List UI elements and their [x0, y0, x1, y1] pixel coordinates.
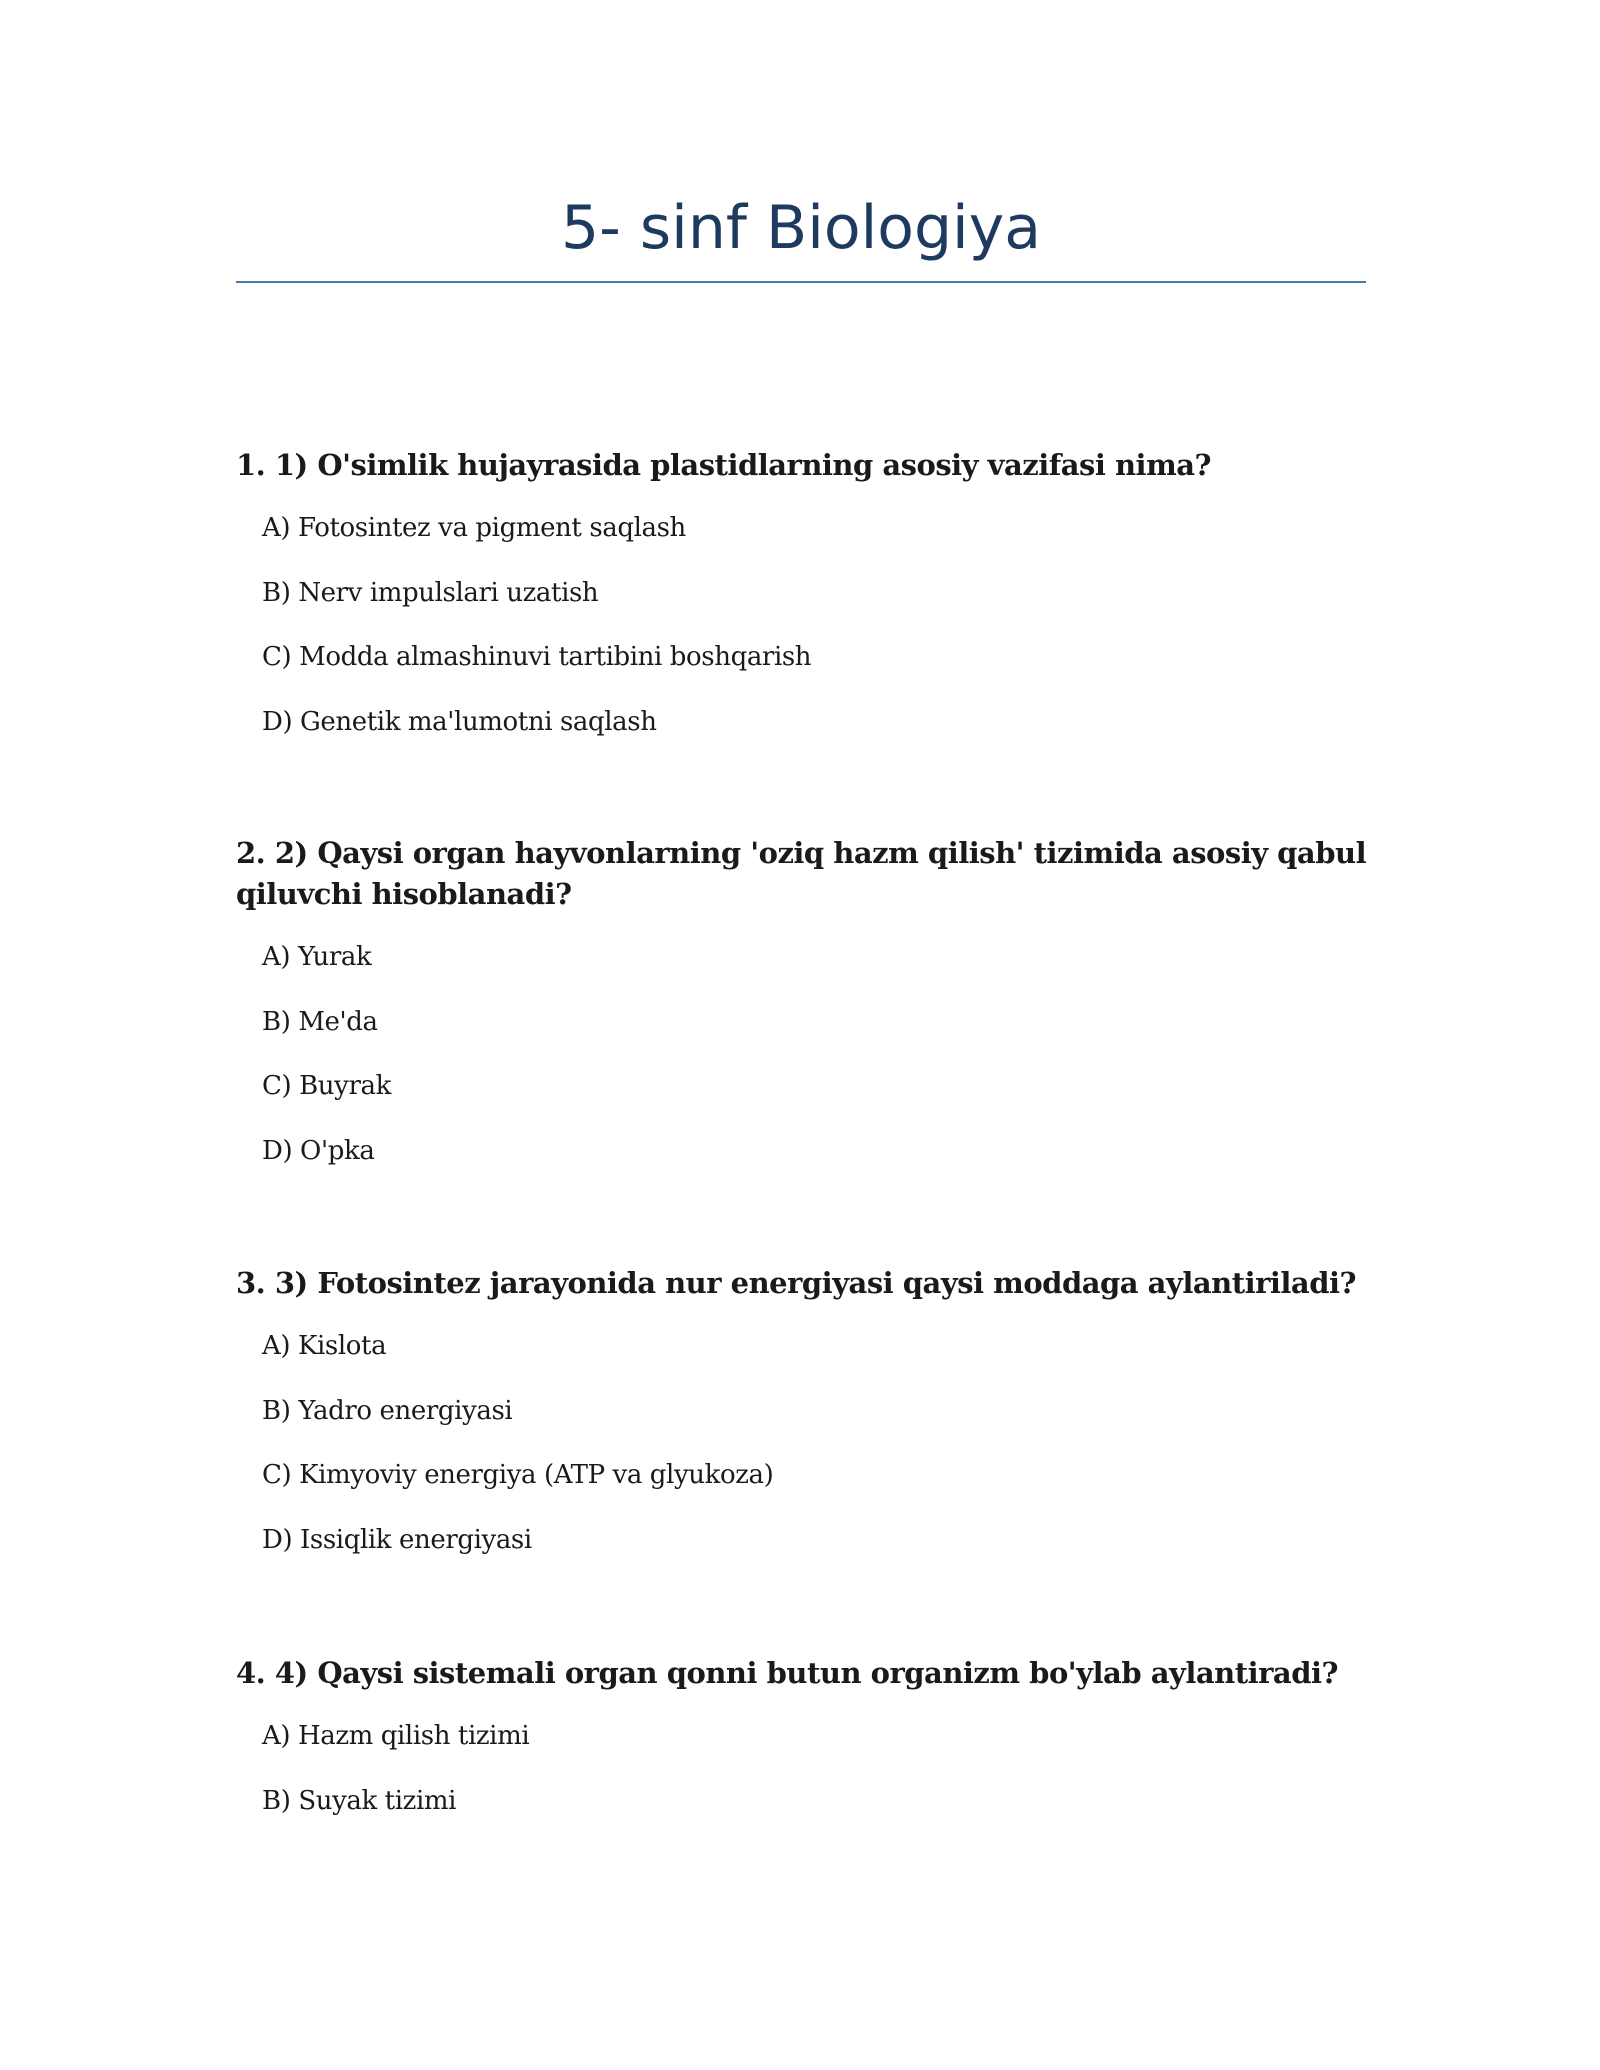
option-c: C) Modda almashinuvi tartibini boshqarish: [262, 642, 812, 672]
question-text: 1. 1) O'simlik hujayrasida plastidlarning asosiy vazifasi nima?: [236, 448, 1212, 482]
question-3: [236, 1263, 1376, 1653]
question-list: [236, 445, 1376, 1913]
answer-options: [236, 511, 1376, 769]
option-b: B) Yadro energiyasi: [262, 1395, 513, 1426]
option-a: A) Kislota: [262, 1331, 387, 1361]
option-a: A) Yurak: [262, 942, 372, 972]
option-d: D) O'pka: [262, 1135, 375, 1166]
option-b: B) Me'da: [262, 1006, 378, 1037]
question-4: [236, 1653, 1376, 1913]
title-underline: [236, 281, 1366, 283]
option-b: B) Suyak tizimi: [262, 1785, 457, 1816]
option-d: D) Issiqlik energiyasi: [262, 1524, 532, 1555]
question-text: 3. 3) Fotosintez jarayonida nur energiyasi qaysi moddaga aylantiriladi?: [236, 1266, 1357, 1300]
question-text: 4. 4) Qaysi sistemali organ qonni butun organizm bo'ylab aylantiradi?: [236, 1656, 1338, 1690]
option-c: C) Buyrak: [262, 1071, 391, 1101]
option-c: C) Kimyoviy energiya (ATP va glyukoza): [262, 1460, 774, 1490]
question-2: [236, 833, 1376, 1263]
option-b: B) Nerv impulslari uzatish: [262, 577, 599, 608]
question-text: 2. 2) Qaysi organ hayvonlarning 'oziq hazm qilish' tizimida asosiy qabul qiluvchi hisoblanadi?: [236, 836, 1367, 911]
option-a: A) Hazm qilish tizimi: [262, 1721, 530, 1751]
question-1: [236, 445, 1376, 833]
answer-options: [236, 940, 1376, 1198]
option-d: D) Genetik ma'lumotni saqlash: [262, 706, 657, 737]
answer-options: [236, 1329, 1376, 1587]
option-a: A) Fotosintez va pigment saqlash: [262, 513, 686, 543]
answer-options: [236, 1719, 1376, 1848]
document-title: 5- sinf Biologiya: [561, 193, 1041, 263]
